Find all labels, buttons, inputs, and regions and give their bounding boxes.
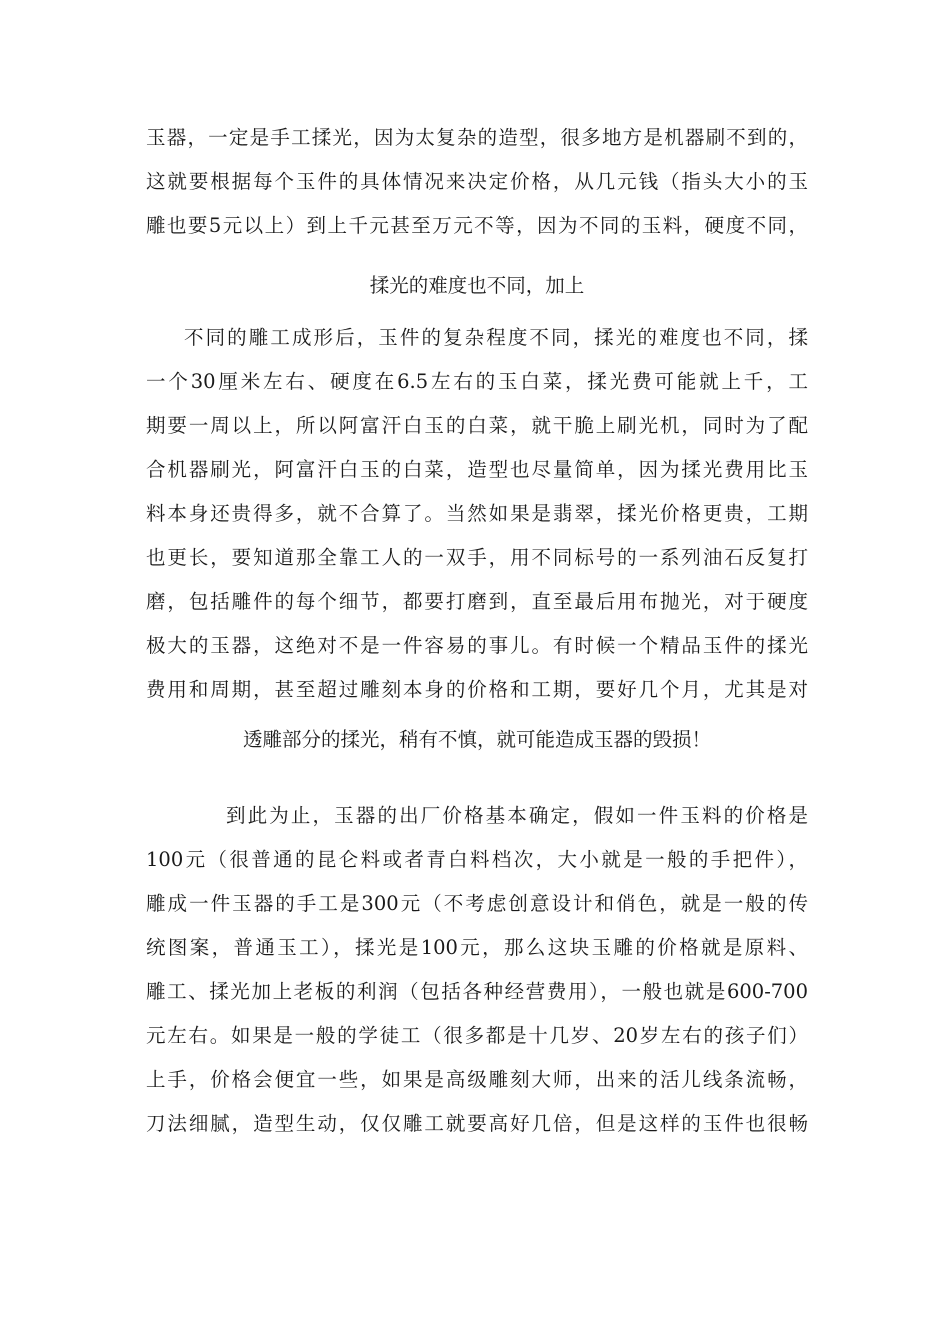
text-line-21: 上手，价格会便宜一些，如果是高级雕刻大师，出来的活儿线条流畅， <box>146 1068 808 1091</box>
text-line-13: 费用和周期，甚至超过雕刻本身的价格和工期，要好几个月，尤其是对 <box>146 678 808 701</box>
text-line-3: 雕也要5元以上）到上千元甚至万元不等，因为不同的玉料，硬度不同， <box>146 214 808 237</box>
text-line-9: 料本身还贵得多，就不合算了。当然如果是翡翠，揉光价格更贵，工期 <box>146 502 808 525</box>
text-line-5: 不同的雕工成形后，玉件的复杂程度不同，揉光的难度也不同，揉 <box>184 326 808 349</box>
text-line-14: 透雕部分的揉光，稍有不慎，就可能造成玉器的毁损！ <box>242 728 711 751</box>
text-line-18: 统图案，普通玉工），揉光是100元，那么这块玉雕的价格就是原料、 <box>146 936 808 959</box>
text-line-8: 合机器刷光，阿富汗白玉的白菜，造型也尽量简单，因为揉光费用比玉 <box>146 458 808 481</box>
text-line-16: 100元（很普通的昆仑料或者青白料档次，大小就是一般的手把件）， <box>146 848 808 871</box>
text-line-7: 期要一周以上，所以阿富汗白玉的白菜，就干脆上刷光机，同时为了配 <box>146 414 808 437</box>
text-line-12: 极大的玉器，这绝对不是一件容易的事儿。有时候一个精品玉件的揉光 <box>146 634 808 657</box>
text-line-4: 揉光的难度也不同，加上 <box>369 274 585 297</box>
text-line-19: 雕工、揉光加上老板的利润（包括各种经营费用），一般也就是600-700 <box>146 980 808 1003</box>
text-line-1: 玉器，一定是手工揉光，因为太复杂的造型，很多地方是机器刷不到的， <box>146 126 808 149</box>
text-line-15: 到此为止，玉器的出厂价格基本确定，假如一件玉料的价格是 <box>226 804 808 827</box>
text-line-2: 这就要根据每个玉件的具体情况来决定价格，从几元钱（指头大小的玉 <box>146 170 808 193</box>
text-line-17: 雕成一件玉器的手工是300元（不考虑创意设计和俏色，就是一般的传 <box>146 892 808 915</box>
text-line-22: 刀法细腻，造型生动，仅仅雕工就要高好几倍，但是这样的玉件也很畅 <box>146 1112 808 1135</box>
text-line-11: 磨，包括雕件的每个细节，都要打磨到，直至最后用布抛光，对于硬度 <box>146 590 808 613</box>
text-line-20: 元左右。如果是一般的学徒工（很多都是十几岁、20岁左右的孩子们） <box>146 1024 808 1047</box>
text-line-6: 一个30厘米左右、硬度在6.5左右的玉白菜，揉光费可能就上千，工 <box>146 370 808 393</box>
text-line-10: 也更长，要知道那全靠工人的一双手，用不同标号的一系列油石反复打 <box>146 546 808 569</box>
